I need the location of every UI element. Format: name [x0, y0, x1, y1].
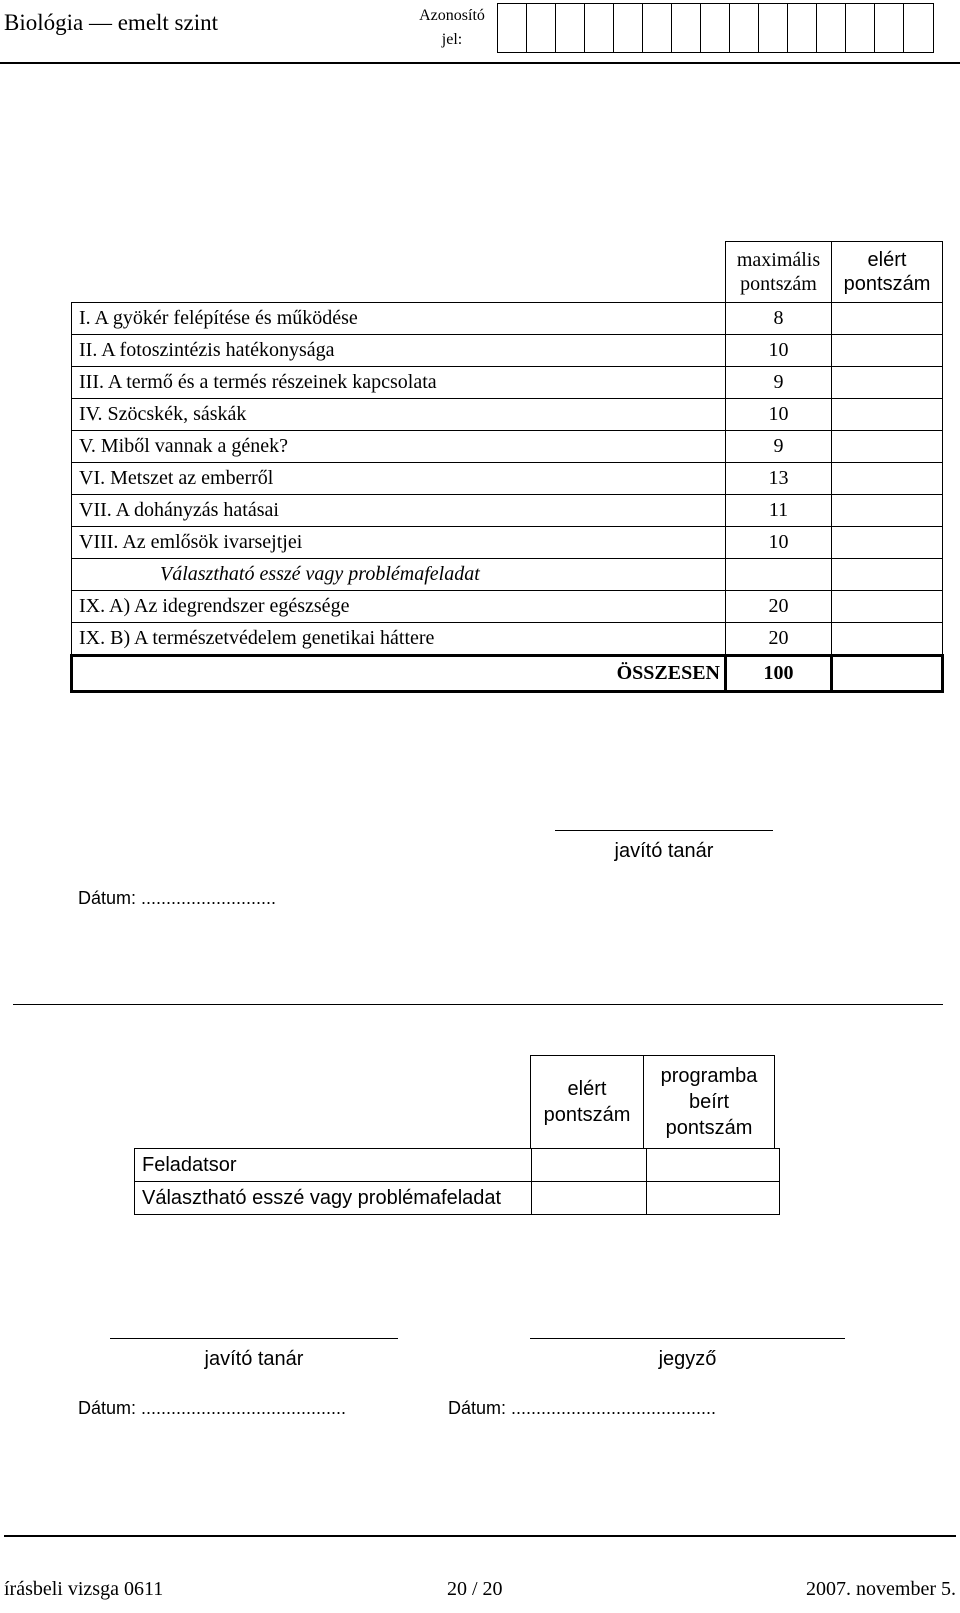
id-box	[556, 4, 585, 52]
id-box	[672, 4, 701, 52]
col-achieved-header-2: elért pontszám	[530, 1055, 644, 1149]
col-achieved-header: elért pontszám	[832, 242, 943, 303]
achieved-score	[832, 431, 943, 463]
task-label: VII. A dohányzás hatásai	[72, 495, 726, 527]
id-box	[498, 4, 527, 52]
id-box	[585, 4, 614, 52]
task-label: I. A gyökér felépítése és működése	[72, 303, 726, 335]
id-box	[875, 4, 904, 52]
table-row	[135, 1149, 780, 1182]
footer-page: 20 / 20	[447, 1578, 503, 1600]
achieved-score	[832, 335, 943, 367]
score-table	[70, 241, 944, 693]
max-score	[726, 559, 832, 591]
id-box	[614, 4, 643, 52]
id-box	[846, 4, 875, 52]
max-score: 9	[726, 367, 832, 399]
achieved-score	[832, 495, 943, 527]
achieved-score	[832, 591, 943, 623]
signature-role: javító tanár	[614, 840, 714, 862]
id-boxes	[497, 3, 934, 53]
table-row	[72, 431, 943, 463]
table-row	[72, 527, 943, 559]
id-box	[730, 4, 759, 52]
signature-role-left: javító tanár	[204, 1348, 304, 1370]
task-label: Választható esszé vagy problémafeladat	[72, 559, 726, 591]
score-table-corner	[72, 242, 726, 303]
max-score: 9	[726, 431, 832, 463]
row-label: Választható esszé vagy problémafeladat	[135, 1182, 532, 1215]
date-field: Dátum: ...........................	[78, 888, 277, 908]
date-field-left: Dátum: .........................................	[78, 1398, 347, 1418]
summary-table	[134, 1148, 780, 1215]
page-header-title: Biológia — emelt szint	[4, 10, 218, 35]
date-field-right: Dátum: .........................................	[448, 1398, 717, 1418]
achieved-score	[532, 1149, 647, 1182]
achieved-score	[832, 527, 943, 559]
task-label: VI. Metszet az emberről	[72, 463, 726, 495]
table-row	[72, 463, 943, 495]
max-score: 13	[726, 463, 832, 495]
signature-line	[555, 830, 773, 831]
achieved-score	[832, 656, 943, 692]
col-entered-header: programba beírt pontszám	[643, 1055, 775, 1149]
max-score: 20	[726, 591, 832, 623]
id-box	[817, 4, 846, 52]
id-box	[527, 4, 556, 52]
col-max-header: maximális pontszám	[726, 242, 832, 303]
table-row	[72, 591, 943, 623]
footer-exam: írásbeli vizsga 0611	[4, 1578, 164, 1600]
achieved-score	[532, 1182, 647, 1215]
max-score: 8	[726, 303, 832, 335]
header-rule	[0, 62, 960, 64]
total-row	[72, 656, 943, 692]
table-row	[72, 623, 943, 656]
task-label: II. A fotoszintézis hatékonysága	[72, 335, 726, 367]
id-box	[788, 4, 817, 52]
achieved-score	[832, 463, 943, 495]
task-label: IX. B) A természetvédelem genetikai háttere	[72, 623, 726, 656]
max-score: 11	[726, 495, 832, 527]
id-label: Azonosító jel:	[419, 7, 485, 48]
max-score: 10	[726, 335, 832, 367]
entered-score	[647, 1182, 780, 1215]
footer-rule	[4, 1535, 956, 1537]
task-label: IV. Szöcskék, sáskák	[72, 399, 726, 431]
optional-heading-row	[72, 559, 943, 591]
achieved-score	[832, 303, 943, 335]
max-score: 100	[726, 656, 832, 692]
task-label: V. Miből vannak a gének?	[72, 431, 726, 463]
entered-score	[647, 1149, 780, 1182]
id-box	[701, 4, 730, 52]
table-row	[72, 303, 943, 335]
table-row	[72, 495, 943, 527]
id-box	[904, 4, 933, 52]
row-label: Feladatsor	[135, 1149, 532, 1182]
task-label: III. A termő és a termés részeinek kapcsolata	[72, 367, 726, 399]
table-row	[72, 399, 943, 431]
footer-date: 2007. november 5.	[806, 1578, 956, 1600]
max-score: 10	[726, 399, 832, 431]
task-label: IX. A) Az idegrendszer egészsége	[72, 591, 726, 623]
section-rule	[13, 1004, 943, 1005]
task-label: VIII. Az emlősök ivarsejtjei	[72, 527, 726, 559]
signature-line-left	[110, 1338, 398, 1339]
table-row	[72, 335, 943, 367]
max-score: 10	[726, 527, 832, 559]
id-box	[643, 4, 672, 52]
signature-line-right	[530, 1338, 845, 1339]
achieved-score	[832, 399, 943, 431]
table-row	[135, 1182, 780, 1215]
signature-role-right: jegyző	[658, 1348, 717, 1370]
achieved-score	[832, 623, 943, 656]
achieved-score	[832, 367, 943, 399]
id-box	[759, 4, 788, 52]
task-label: ÖSSZESEN	[72, 656, 726, 692]
max-score: 20	[726, 623, 832, 656]
achieved-score	[832, 559, 943, 591]
table-row	[72, 367, 943, 399]
